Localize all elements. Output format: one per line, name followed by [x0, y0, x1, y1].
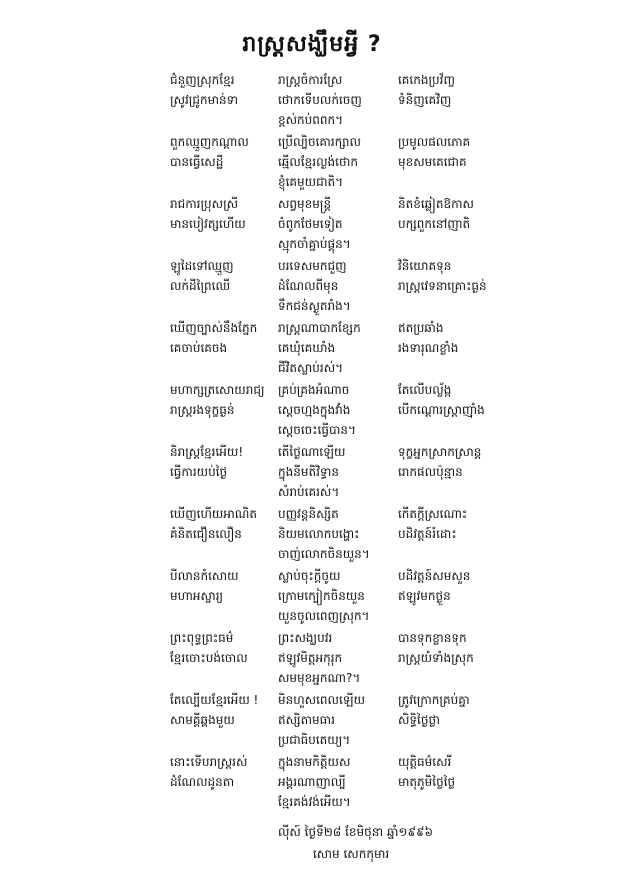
verse-phrase: តើថ្ងៃណាឡើយ: [278, 445, 346, 459]
verse-phrase: រាជការប្រុសស្រី: [170, 197, 239, 211]
verse-phrase: ឥស្សិតាមធារ: [278, 713, 335, 727]
verse-phrase: ជំនួញស្រុកខ្មែរ: [170, 73, 235, 87]
verse-phrase: មុខសមគេជោគ: [398, 155, 467, 169]
verse-phrase: ព្រះពុទ្ធព្រះធម៌: [170, 631, 234, 645]
verse-phrase: ឃើញច្បាស់នឹងភ្នែក: [170, 321, 258, 335]
verse-phrase: មហាអស្ចារ្យ: [170, 589, 224, 603]
verse-line: [170, 690, 500, 710]
verse-phrase: គេកេងប្រវ័ញ្ច: [398, 73, 455, 87]
poem-date: ល៉ីស៍ ថ្ងៃទី២៨ ខែមិថុនា ឆ្នាំ១៩៩៦: [278, 825, 433, 839]
poem-title: រាស្ត្រសង្ឃឹមអ្វី ?: [242, 32, 382, 57]
verse-phrase: ឃើញហើយអាណិត: [170, 507, 258, 521]
verse-phrase: គេចាប់គេចង: [170, 341, 228, 355]
verse-phrase: ព្រះសង្ឃបវរ: [278, 631, 333, 645]
verse-line: [170, 772, 500, 792]
verse-phrase: រាស្ត្ររងទុក្ខធ្ងន់: [170, 403, 235, 417]
verse-line: [170, 380, 500, 400]
verse-line: [170, 524, 500, 544]
verse-phrase: រាស្ត្រចំការស្រែ: [278, 73, 343, 87]
stanza: [170, 318, 500, 380]
verse-phrase: ប្រើល្បិចគោរក្សាល: [278, 135, 361, 149]
verse-phrase: កើតក្តីស្រណោះ: [398, 507, 468, 521]
verse-phrase: បរទេសមកជួញ: [278, 259, 347, 273]
poem-body: [170, 70, 500, 814]
verse-line: [170, 214, 500, 234]
verse-phrase: បីលានកំសោយ: [170, 569, 239, 583]
stanza: [170, 504, 500, 566]
verse-phrase: បដិវត្តន៍សមសួន: [398, 569, 471, 583]
verse-line: [170, 710, 500, 730]
stanza: [170, 132, 500, 194]
verse-line: [170, 318, 500, 338]
verse-phrase: ឡូដៃទៅឈ្មួញ: [170, 259, 234, 273]
verse-closing-phrase: ស្ដេចចេះធ្វើបាន។: [278, 423, 356, 437]
verse-phrase: គ្រប់គ្រងអំណាច: [278, 383, 350, 397]
verse-phrase: ទុក្ខអ្នកស្រាកស្រាន្ត: [398, 445, 482, 459]
verse-line: [170, 132, 500, 152]
verse-line: [170, 70, 500, 90]
stanza: [170, 566, 500, 628]
verse-closing-phrase: សមមុខអ្នកណា?។: [278, 671, 361, 685]
verse-phrase: និតខំឆ្លៀតឱកាស: [398, 197, 474, 211]
verse-phrase: ត្រូវក្រោកគ្រប់គ្នា: [398, 693, 470, 707]
verse-line: [170, 566, 500, 586]
stanza: [170, 690, 500, 752]
verse-phrase: គំនិតជឿនលឿន: [170, 527, 242, 541]
verse-phrase: ស្រូវជ្រូកមាន់ទា: [170, 93, 239, 107]
verse-phrase: រាស្ត្រណាបាកខ្សែក: [278, 321, 361, 335]
verse-line: [170, 442, 500, 462]
verse-closing-phrase: ចាញ់លោកចិនយួន។: [278, 547, 370, 561]
verse-phrase: ចំពូកថែមទៀត: [278, 217, 343, 231]
verse-phrase: ឥឡូវមិត្តអកុរុក: [278, 651, 343, 665]
verse-line: [170, 338, 500, 358]
verse-phrase: អង្គរណាញាល្បី: [278, 775, 346, 789]
verse-phrase: លក់ដីព្រៃឈើ: [170, 279, 231, 293]
verse-phrase: យុត្តិធម៌សេរី: [398, 755, 452, 769]
verse-phrase: បដិវត្តន៍រំដោះ: [398, 527, 457, 541]
verse-phrase: ពួកឈ្មួញកណ្តាល: [170, 135, 249, 149]
verse-phrase: និយមលោកបង្ហោះ: [278, 527, 360, 541]
verse-closing-phrase: ប្រជាធិបតេយ្យ។: [278, 733, 351, 747]
verse-line: [170, 90, 500, 110]
verse-phrase: សាមគ្គីឆ្ពងមួយ: [170, 713, 235, 727]
verse-line: [170, 628, 500, 648]
verse-phrase: ក្នុងនីមតិវិទ្ធាន: [278, 465, 339, 479]
verse-phrase: មានបៀវត្សហើយ: [170, 217, 246, 231]
verse-phrase: ឥតប្រឆាំង: [398, 321, 444, 335]
stanza: [170, 628, 500, 690]
verse-phrase: បានទុកខ្លានទុក: [398, 631, 467, 645]
verse-phrase: ថោកទើបលក់ចេញ: [278, 93, 362, 107]
stanza: [170, 442, 500, 504]
verse-line: [170, 256, 500, 276]
verse-phrase: ឥឡូវមកថ្ងួន: [398, 589, 451, 603]
verse-phrase: ប្រមូលផលភោគ: [398, 135, 471, 149]
verse-phrase: សព្វមុខមន្ត្រី: [278, 197, 332, 211]
verse-phrase: បានធ្វើសេដ្ឋី: [170, 155, 224, 169]
verse-phrase: តែល្បើយខ្មែរអើយ !: [170, 693, 259, 707]
verse-line: [170, 276, 500, 296]
verse-line: [170, 400, 500, 420]
verse-phrase: ដំណែលដូនតា: [170, 775, 235, 789]
verse-closing-phrase: ខ្មែរគង់វង់អើយ។: [278, 795, 351, 809]
verse-phrase: តែលើបល្ល័ង្ក: [398, 383, 452, 397]
stanza: [170, 256, 500, 318]
verse-closing-phrase: សំរាប់គេរស់។: [278, 485, 340, 499]
stanza: [170, 380, 500, 442]
verse-phrase: រងទារុណខ្លាំង: [398, 341, 459, 355]
verse-phrase: ឆ្មើលខ្មែរល្ងង់ថោក: [278, 155, 358, 169]
verse-phrase: ទំនិញគេវិញ: [398, 93, 452, 107]
verse-closing-phrase: ខ្ពស់កប់ពពក។: [278, 113, 344, 127]
verse-line: [170, 194, 500, 214]
verse-closing-phrase: ខ្ញុំគេមួយជាតិ។: [278, 175, 344, 189]
stanza: [170, 752, 500, 814]
verse-phrase: មិនហួសពេលឡើយ: [278, 693, 366, 707]
verse-line: [170, 752, 500, 772]
verse-phrase: ស្លាប់ចុះក្ដីចូយ: [278, 569, 341, 583]
verse-phrase: មាតុភូមិថ្លៃថ្លៃ: [398, 775, 456, 789]
verse-phrase: បក្សពួកនៅញាតិ: [398, 217, 471, 231]
verse-phrase: រាស្ត្រវេទនាគ្រោះធ្ងន់: [398, 279, 487, 293]
verse-phrase: បើកណ្តោរស្ត្រាញ៉ាំង: [398, 403, 485, 417]
verse-closing-phrase: យួនចូលពេញស្រុក។: [278, 609, 370, 623]
verse-phrase: មហាក្សត្រសោយរាជ្យ: [170, 383, 265, 397]
verse-line: [170, 152, 500, 172]
verse-phrase: ក្រោមក្បៀកចិនយួន: [278, 589, 365, 603]
verse-phrase: រាស្ត្រយំទាំងស្រុក: [398, 651, 474, 665]
verse-phrase: ស្ដេចហ្មងក្នុងវាំង: [278, 403, 351, 417]
verse-line: [170, 462, 500, 482]
verse-phrase: បញ្ញវន្តនិស្សិត: [278, 507, 339, 521]
verse-phrase: រោកផលប៉ុន្មាន: [398, 465, 463, 479]
verse-closing-phrase: ជីវិតស្លាប់រស់។: [278, 361, 344, 375]
verse-line: [170, 648, 500, 668]
poem-author: សោម សេកកុមារ: [313, 847, 390, 861]
stanza: [170, 70, 500, 132]
verse-phrase: ក្នុងនាមកិត្តិយស: [278, 755, 351, 769]
verse-phrase: វិនិយោគទុន: [398, 259, 452, 273]
verse-phrase: សិទ្ធិថ្ងៃថ្លា: [398, 713, 440, 727]
verse-phrase: គេឃុំគេឃាំង: [278, 341, 336, 355]
verse-phrase: ដំណែលពីមុន: [278, 279, 339, 293]
stanza: [170, 194, 500, 256]
verse-line: [170, 504, 500, 524]
verse-phrase: និរាស្ត្រខ្មែរអើយ!: [170, 445, 244, 459]
verse-closing-phrase: ទឹកជន់ស្ងួតរាំង។: [278, 299, 351, 313]
verse-line: [170, 586, 500, 606]
verse-phrase: ធ្វើការយប់ថ្ងៃ: [170, 465, 228, 479]
verse-phrase: ខ្មែរចោះបង់ចោល: [170, 651, 248, 665]
verse-phrase: នោះទើបរាស្ត្ររស់: [170, 755, 248, 769]
verse-closing-phrase: ស្មុកចាំគ្នាប់ផ្គុន។: [278, 237, 351, 251]
